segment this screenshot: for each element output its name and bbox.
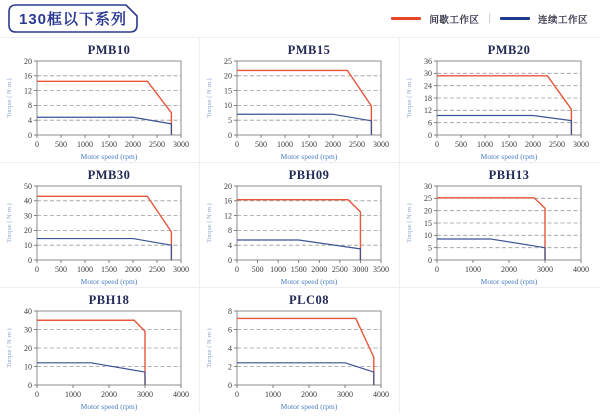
x-axis-label: Motor speed (rpm) [480,277,538,286]
y-axis-label: Torque ( N·m ) [206,78,213,118]
series-line-intermittent [37,320,145,385]
chart-cell-pmb30 [0,163,200,288]
legend-swatch-continuous [500,17,530,20]
y-tick-label: 12 [424,106,432,116]
y-tick-label: 8 [228,226,232,236]
x-tick-label: 3000 [337,390,353,399]
x-tick-label: 2000 [125,140,141,149]
series-line-intermittent [237,70,371,135]
y-tick-label: 30 [424,69,432,79]
y-tick-label: 40 [24,196,32,206]
empty-cell [400,288,600,413]
y-tick-label: 15 [424,218,432,228]
x-tick-label: 0 [35,390,39,399]
y-tick-label: 5 [428,243,432,253]
x-tick-label: 500 [455,140,467,149]
y-tick-label: 12 [24,86,32,96]
chart-canvas-pbh18 [0,288,200,413]
y-tick-label: 0 [28,380,32,390]
legend-item-intermittent [391,12,479,26]
x-tick-label: 0 [235,140,239,149]
chart-canvas-pbh09 [200,163,400,288]
y-tick-label: 16 [24,71,32,81]
x-tick-label: 3000 [173,140,189,149]
y-tick-label: 10 [424,231,432,241]
x-tick-label: 0 [435,265,439,274]
chart-cell-pbh09 [200,163,400,288]
x-tick-label: 1500 [301,140,317,149]
y-tick-label: 36 [424,56,432,66]
y-tick-label: 10 [224,101,232,111]
y-tick-label: 24 [424,81,432,91]
x-tick-label: 4000 [373,390,389,399]
y-tick-label: 0 [28,130,32,140]
y-tick-label: 0 [228,380,232,390]
y-axis-label: Torque ( N·m ) [406,203,413,243]
x-axis-label: Motor speed (rpm) [280,402,338,411]
series-line-intermittent [37,196,171,260]
x-tick-label: 2000 [525,140,541,149]
page-header [0,0,600,38]
x-tick-label: 3000 [137,390,153,399]
x-tick-label: 4000 [173,390,189,399]
x-tick-label: 500 [251,265,264,274]
y-axis-label: Torque ( N·m ) [206,328,213,368]
x-axis-label: Motor speed (rpm) [280,277,338,286]
y-axis-label: Torque ( N·m ) [6,328,13,368]
y-tick-label: 4 [28,116,32,125]
x-tick-label: 2000 [101,390,117,399]
x-tick-label: 0 [235,265,239,274]
x-tick-label: 0 [35,140,39,149]
series-line-continuous [237,240,360,260]
y-tick-label: 20 [24,226,32,236]
x-tick-label: 2000 [325,140,341,149]
series-line-continuous [437,115,571,135]
legend-swatch-intermittent [391,17,421,20]
x-axis-label: Motor speed (rpm) [280,152,338,161]
y-tick-label: 0 [28,255,32,265]
chart-canvas-plc08 [200,288,400,413]
x-tick-label: 0 [35,265,39,274]
plot-frame [37,186,181,260]
y-axis-label: Torque ( N·m ) [6,78,13,118]
x-axis-label: Motor speed (rpm) [80,277,138,286]
chart-cell-pmb20 [400,38,600,163]
x-tick-label: 1500 [101,140,117,149]
series-line-intermittent [37,81,171,135]
x-tick-label: 2500 [149,265,165,274]
x-tick-label: 2000 [125,265,141,274]
y-tick-label: 18 [424,93,432,103]
y-axis-label: Torque ( N·m ) [406,78,413,118]
x-tick-label: 0 [435,140,439,149]
chart-title: PBH18 [88,293,130,307]
y-tick-label: 50 [24,181,32,191]
x-tick-label: 1500 [290,265,307,274]
chart-title: PMB15 [287,43,331,57]
series-line-continuous [237,114,371,135]
chart-title: PBH09 [288,168,330,182]
chart-title: PLC08 [289,293,329,307]
y-tick-label: 30 [24,325,32,335]
chart-cell-pbh18 [0,288,200,413]
chart-canvas-pmb15 [200,38,400,163]
chart-title: PMB10 [87,43,131,57]
x-tick-label: 2000 [501,265,517,274]
y-tick-label: 25 [424,194,432,204]
page-title: 130框以下系列 [18,11,128,28]
y-tick-label: 25 [224,56,232,66]
x-tick-label: 0 [235,390,239,399]
y-tick-label: 20 [224,181,232,191]
chart-title: PBH13 [488,168,530,182]
y-tick-label: 20 [24,56,32,66]
x-tick-label: 1500 [101,265,117,274]
chart-canvas-pmb20 [400,38,600,163]
chart-title: PMB20 [487,43,531,57]
x-axis-label: Motor speed (rpm) [80,152,138,161]
y-tick-label: 0 [428,255,432,265]
y-tick-label: 8 [228,306,232,316]
x-tick-label: 1000 [277,140,293,149]
x-tick-label: 1000 [465,265,481,274]
y-tick-label: 40 [24,306,32,316]
y-axis-label: Torque ( N·m ) [6,203,13,243]
x-axis-label: Motor speed (rpm) [80,402,138,411]
y-tick-label: 20 [24,343,32,353]
x-tick-label: 2000 [311,265,328,274]
x-tick-label: 2000 [301,390,317,399]
series-line-continuous [37,239,171,260]
y-tick-label: 8 [28,101,32,111]
y-tick-label: 5 [228,116,232,125]
legend-item-continuous [500,12,588,26]
plot-frame [237,61,381,135]
y-tick-label: 0 [228,130,232,140]
series-line-intermittent [237,200,360,260]
x-tick-label: 1500 [501,140,517,149]
chart-canvas-pmb10 [0,38,200,163]
x-tick-label: 3000 [537,265,553,274]
y-tick-label: 15 [224,86,232,96]
x-tick-label: 500 [55,140,67,149]
x-tick-label: 2500 [349,140,365,149]
series-line-continuous [437,239,545,260]
y-tick-label: 20 [424,206,432,216]
x-tick-label: 4000 [573,265,589,274]
y-tick-label: 30 [424,181,432,191]
legend-separator: | [488,13,491,24]
y-axis-label: Torque ( N·m ) [206,203,213,243]
series-line-intermittent [237,318,374,385]
y-tick-label: 2 [228,362,232,372]
chart-canvas-pbh13 [400,163,600,288]
y-tick-label: 6 [228,325,232,335]
x-tick-label: 3500 [373,265,389,274]
x-tick-label: 1000 [77,265,93,274]
chart-cell-plc08 [200,288,400,413]
chart-cell-pmb15 [200,38,400,163]
chart-canvas-pmb30 [0,163,200,288]
y-tick-label: 12 [224,211,232,221]
y-tick-label: 10 [24,241,32,250]
y-tick-label: 30 [24,211,32,221]
legend-label-intermittent: 间歇工作区 [429,14,480,26]
y-tick-label: 6 [428,118,432,128]
x-tick-label: 1000 [65,390,81,399]
x-tick-label: 1000 [265,390,281,399]
x-tick-label: 3000 [173,265,189,274]
y-tick-label: 4 [228,343,232,353]
chart-title: PMB30 [87,168,131,182]
x-tick-label: 1000 [270,265,287,274]
y-tick-label: 0 [428,130,432,140]
y-tick-label: 16 [224,196,232,206]
series-line-intermittent [437,198,545,260]
x-tick-label: 1000 [477,140,493,149]
y-tick-label: 0 [228,255,232,265]
x-tick-label: 3000 [352,265,369,274]
y-tick-label: 4 [228,241,232,250]
y-tick-label: 10 [24,362,32,372]
legend [391,0,588,37]
x-tick-label: 2500 [331,265,348,274]
series-line-intermittent [437,76,571,135]
x-tick-label: 2500 [549,140,565,149]
x-tick-label: 3000 [573,140,589,149]
x-tick-label: 2500 [149,140,165,149]
x-tick-label: 500 [55,265,67,274]
y-tick-label: 20 [224,71,232,81]
x-tick-label: 500 [255,140,267,149]
chart-cell-pmb10 [0,38,200,163]
x-axis-label: Motor speed (rpm) [480,152,538,161]
chart-cell-pbh13 [400,163,600,288]
x-tick-label: 3000 [373,140,389,149]
series-title-box [8,4,138,34]
chart-grid [0,38,600,413]
legend-label-continuous: 连续工作区 [537,14,588,26]
x-tick-label: 1000 [77,140,93,149]
